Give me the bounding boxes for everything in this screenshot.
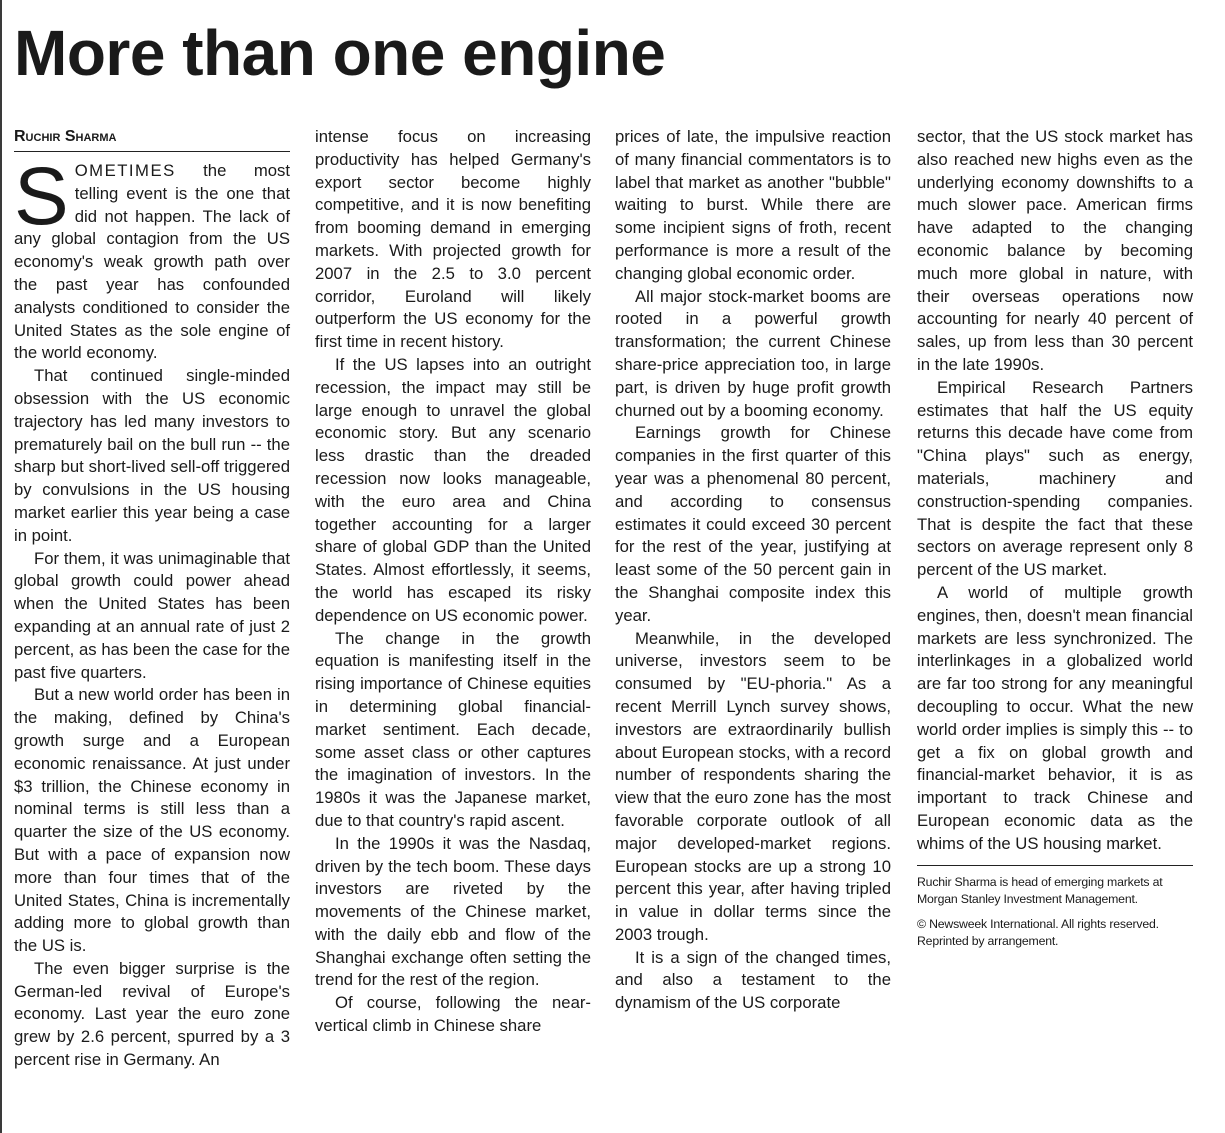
paragraph: intense focus on increasing productivity has helped Germany's export sector become highly competitive, and it is now benefiting from booming demand in emerging markets. With projected growth for 2007 in the 2.5 to 3.0 percent corridor, Euroland will likely outperform the US economy for the first time in recent history. (315, 127, 591, 352)
lead-text: the most telling event is the one that did not happen. The lack of any global contagion from the US economy's weak growth path over the past year has confounded analysts conditioned to consider the United States as the sole engine of the world economy. (14, 161, 290, 363)
paragraph: Of course, following the near-vertical climb in Chinese share (315, 993, 591, 1036)
drop-cap: S (14, 151, 69, 242)
paragraph: Earnings growth for Chinese companies in the first quarter of this year was a phenomenal 80 percent, and according to consensus estimates it could exceed 30 percent for the rest of the year, justifying at least some of the 50 percent gain in the Shanghai composite index this year. (615, 423, 891, 625)
paragraph: Empirical Research Partners estimates that half the US equity returns this decade have come from "China plays" such as energy, materials, machinery and construction-spending companies. That is despite the fact that these sectors on average represent only 8 percent of the US market. (917, 377, 1193, 580)
column-2 (315, 126, 591, 1038)
byline: Ruchir Sharma (14, 126, 290, 152)
paragraph: For them, it was unimaginable that global growth could power ahead when the United States has been expanding at an annual rate of just 2 percent, as has been the case for the past five quarters. (14, 548, 290, 682)
lead-paragraph (14, 151, 290, 365)
paragraph: If the US lapses into an outright recession, the impact may still be large enough to unravel the global economic story. But any scenario less drastic than the dreaded recession now looks manageable, with the euro area and China together accounting for a larger share of global GDP than the United States. Almost effortlessly, it seems, the world has escaped its risky dependence on US economic power. (315, 354, 591, 625)
page-edge-rule (0, 0, 2, 1133)
paragraph: prices of late, the impulsive reaction of many financial commentators is to label that market as another "bubble" waiting to burst. While there are some incipient signs of froth, recent performance is more a result of the changing global economic order. (615, 127, 891, 283)
paragraph: That continued single-minded obsession with the US economic trajectory has led many investors to prematurely bail on the bull run -- the sharp but short-lived sell-off triggered by convulsions in the US housing market earlier this year being a case in point. (14, 366, 290, 545)
column-3 (615, 126, 891, 1015)
paragraph: A world of multiple growth engines, then, doesn't mean financial markets are less synchronized. The interlinkages in a globalized world are far too strong for any meaningful decoupling to occur. What the new world order implies is simply this -- to get a fix on global growth and financial-market behavior, it is as important to track Chinese and European economic data as the whims of the US housing market. (917, 582, 1193, 853)
author-bio: Ruchir Sharma is head of emerging markets at Morgan Stanley Investment Management. (917, 874, 1163, 906)
paragraph: But a new world order has been in the making, defined by China's growth surge and a European economic renaissance. At just under $3 trillion, the Chinese economy in nominal terms is still less than a quarter the size of the US economy. But with a pace of expansion now more than four times that of the United States, China is incrementally adding more to global growth than the US is. (14, 685, 290, 956)
headline: More than one engine (14, 17, 666, 89)
lead-word: OMETIMES (74, 161, 176, 180)
author-endnote (917, 865, 1193, 950)
column-1 (14, 126, 290, 1072)
paragraph: Meanwhile, in the developed universe, investors seem to be consumed by "EU-phoria." As a recent Merrill Lynch survey shows, investors are extraordinarily bullish about European stocks, with a record number of respondents sharing the view that the euro zone has the most favorable corporate outlook of all major developed-market regions. European stocks are up a strong 10 percent this year, after having tripled in value in dollar terms since the 2003 trough. (615, 628, 891, 944)
paragraph: In the 1990s it was the Nasdaq, driven by the tech boom. These days investors are riveted by the movements of the Chinese market, with the daily ebb and flow of the Shanghai exchange often setting the trend for the rest of the region. (315, 833, 591, 990)
copyright-notice: © Newsweek International. All rights reserved. Reprinted by arrangement. (917, 916, 1159, 948)
column-4 (917, 126, 1193, 958)
paragraph: The change in the growth equation is manifesting itself in the rising importance of Chinese equities in determining global financial-market sentiment. Each decade, some asset class or other captures the imagination of investors. In the 1980s it was the Japanese market, due to that country's rapid ascent. (315, 628, 591, 830)
paragraph: The even bigger surprise is the German-led revival of Europe's economy. Last year the euro zone grew by 2.6 percent, spurred by a 3 percent rise in Germany. An (14, 958, 290, 1070)
paragraph: It is a sign of the changed times, and also a testament to the dynamism of the US corporate (615, 947, 891, 1013)
paragraph: All major stock-market booms are rooted in a powerful growth transformation; the current Chinese share-price appreciation too, in large part, is driven by huge profit growth churned out by a booming economy. (615, 286, 891, 420)
paragraph: sector, that the US stock market has also reached new highs even as the underlying economy downshifts to a much slower pace. American firms have adapted to the changing economic balance by becoming much more global in nature, with their overseas operations now accounting for nearly 40 percent of sales, up from less than 30 percent in the late 1990s. (917, 127, 1193, 374)
